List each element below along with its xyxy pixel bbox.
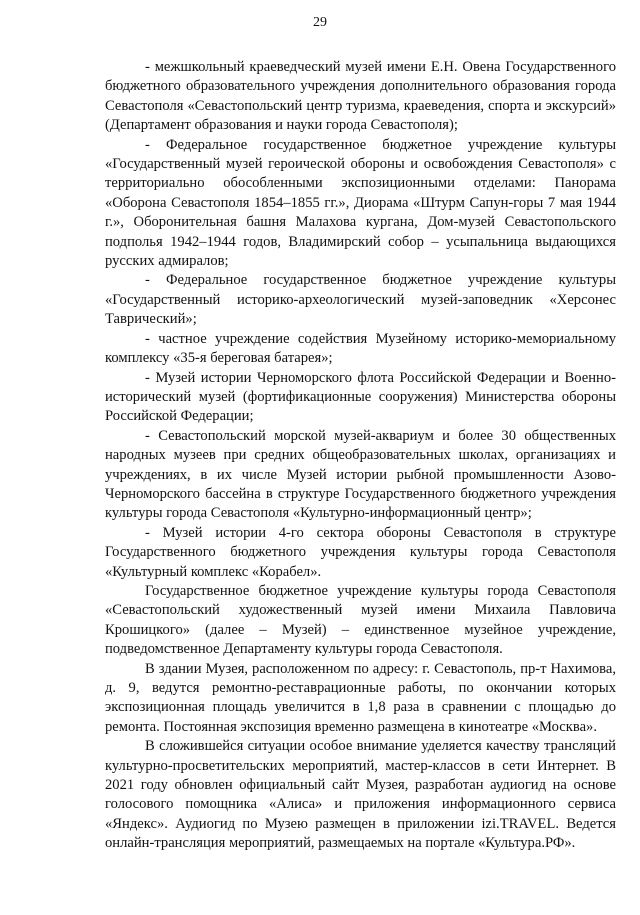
- list-item-black-sea-fleet-museum: - Музей истории Черноморского флота Российской Федерации и Военно-исторический музей (фортификационные сооружения) Министерства обороны Российской Федерации;: [105, 369, 616, 425]
- page-body: [105, 58, 616, 854]
- page-number: 29: [313, 15, 327, 30]
- list-item-35-battery: - частное учреждение содействия Музейному историко-мемориальному комплексу «35-я береговая батарея»;: [105, 330, 616, 367]
- paragraph-online-activities: В сложившейся ситуации особое внимание уделяется качеству трансляций культурно-просветительских мероприятий, мастер-классов в сети Интернет. В 2021 году обновлен официальный сайт Музея, разработан аудиогид на основе голосового помощника «Алиса» и приложения информационного сервиса «Яндекс». Аудиогид по Музею размещен в приложении izi.TRAVEL. Ведется онлайн-трансляция мероприятий, размещаемых на портале «Культура.РФ».: [105, 738, 616, 852]
- list-item-aquarium-museum: - Севастопольский морской музей-аквариум и более 30 общественных народных музеев при средних общеобразовательных школах, организациях и учреждениях, в их числе Музей истории рыбной промышленности Азово-Черноморского бассейна в структуре Государственного бюджетного учреждения культуры города Севастополя «Культурно-информационный центр»;: [105, 427, 616, 522]
- list-item-defense-museum: - Федеральное государственное бюджетное учреждение культуры «Государственный музей героической обороны и освобождения Севастополя» с территориально обособленными экспозиционными отделами: Панорама «Оборона Севастополя 1854–1855 гг.», Диорама «Штурм Сапун-горы 7 мая 1944 г.», Оборонительная башня Малахова кургана, Дом-музей Севастопольского подполья 1942–1944 годов, Владимирский собор – усыпальница выдающихся русских адмиралов;: [105, 136, 616, 270]
- paragraph-art-museum: Государственное бюджетное учреждение культуры города Севастополя «Севастопольский художественный музей имени Михаила Павловича Крошицкого» (далее – Музей) – единственное музейное учреждение, подведомственное Департаменту культуры города Севастополя.: [105, 582, 616, 658]
- paragraph-museum-building: В здании Музея, расположенном по адресу: г. Севастополь, пр-т Нахимова, д. 9, ведутся ремонтно-реставрационные работы, по окончании которых экспозиционная площадь увеличится в 1,8 раза в сравнении с площадью до ремонта. Постоянная экспозиция временно размещена в кинотеатре «Москва».: [105, 660, 616, 735]
- list-item-chersonesos-museum: - Федеральное государственное бюджетное учреждение культуры «Государственный историко-археологический музей-заповедник «Херсонес Таврический»;: [105, 272, 616, 328]
- list-item-school-museum: - межшкольный краеведческий музей имени Е.Н. Овена Государственного бюджетного образовательного учреждения дополнительного образования города Севастополя «Севастопольский центр туризма, краеведения, спорта и экскурсий» (Департамент образования и науки города Севастополя);: [105, 59, 616, 134]
- list-item-4th-sector-museum: - Музей истории 4-го сектора обороны Севастополя в структуре Государственного бюджетного учреждения культуры города Севастополя «Культурный комплекс «Корабел».: [105, 524, 616, 580]
